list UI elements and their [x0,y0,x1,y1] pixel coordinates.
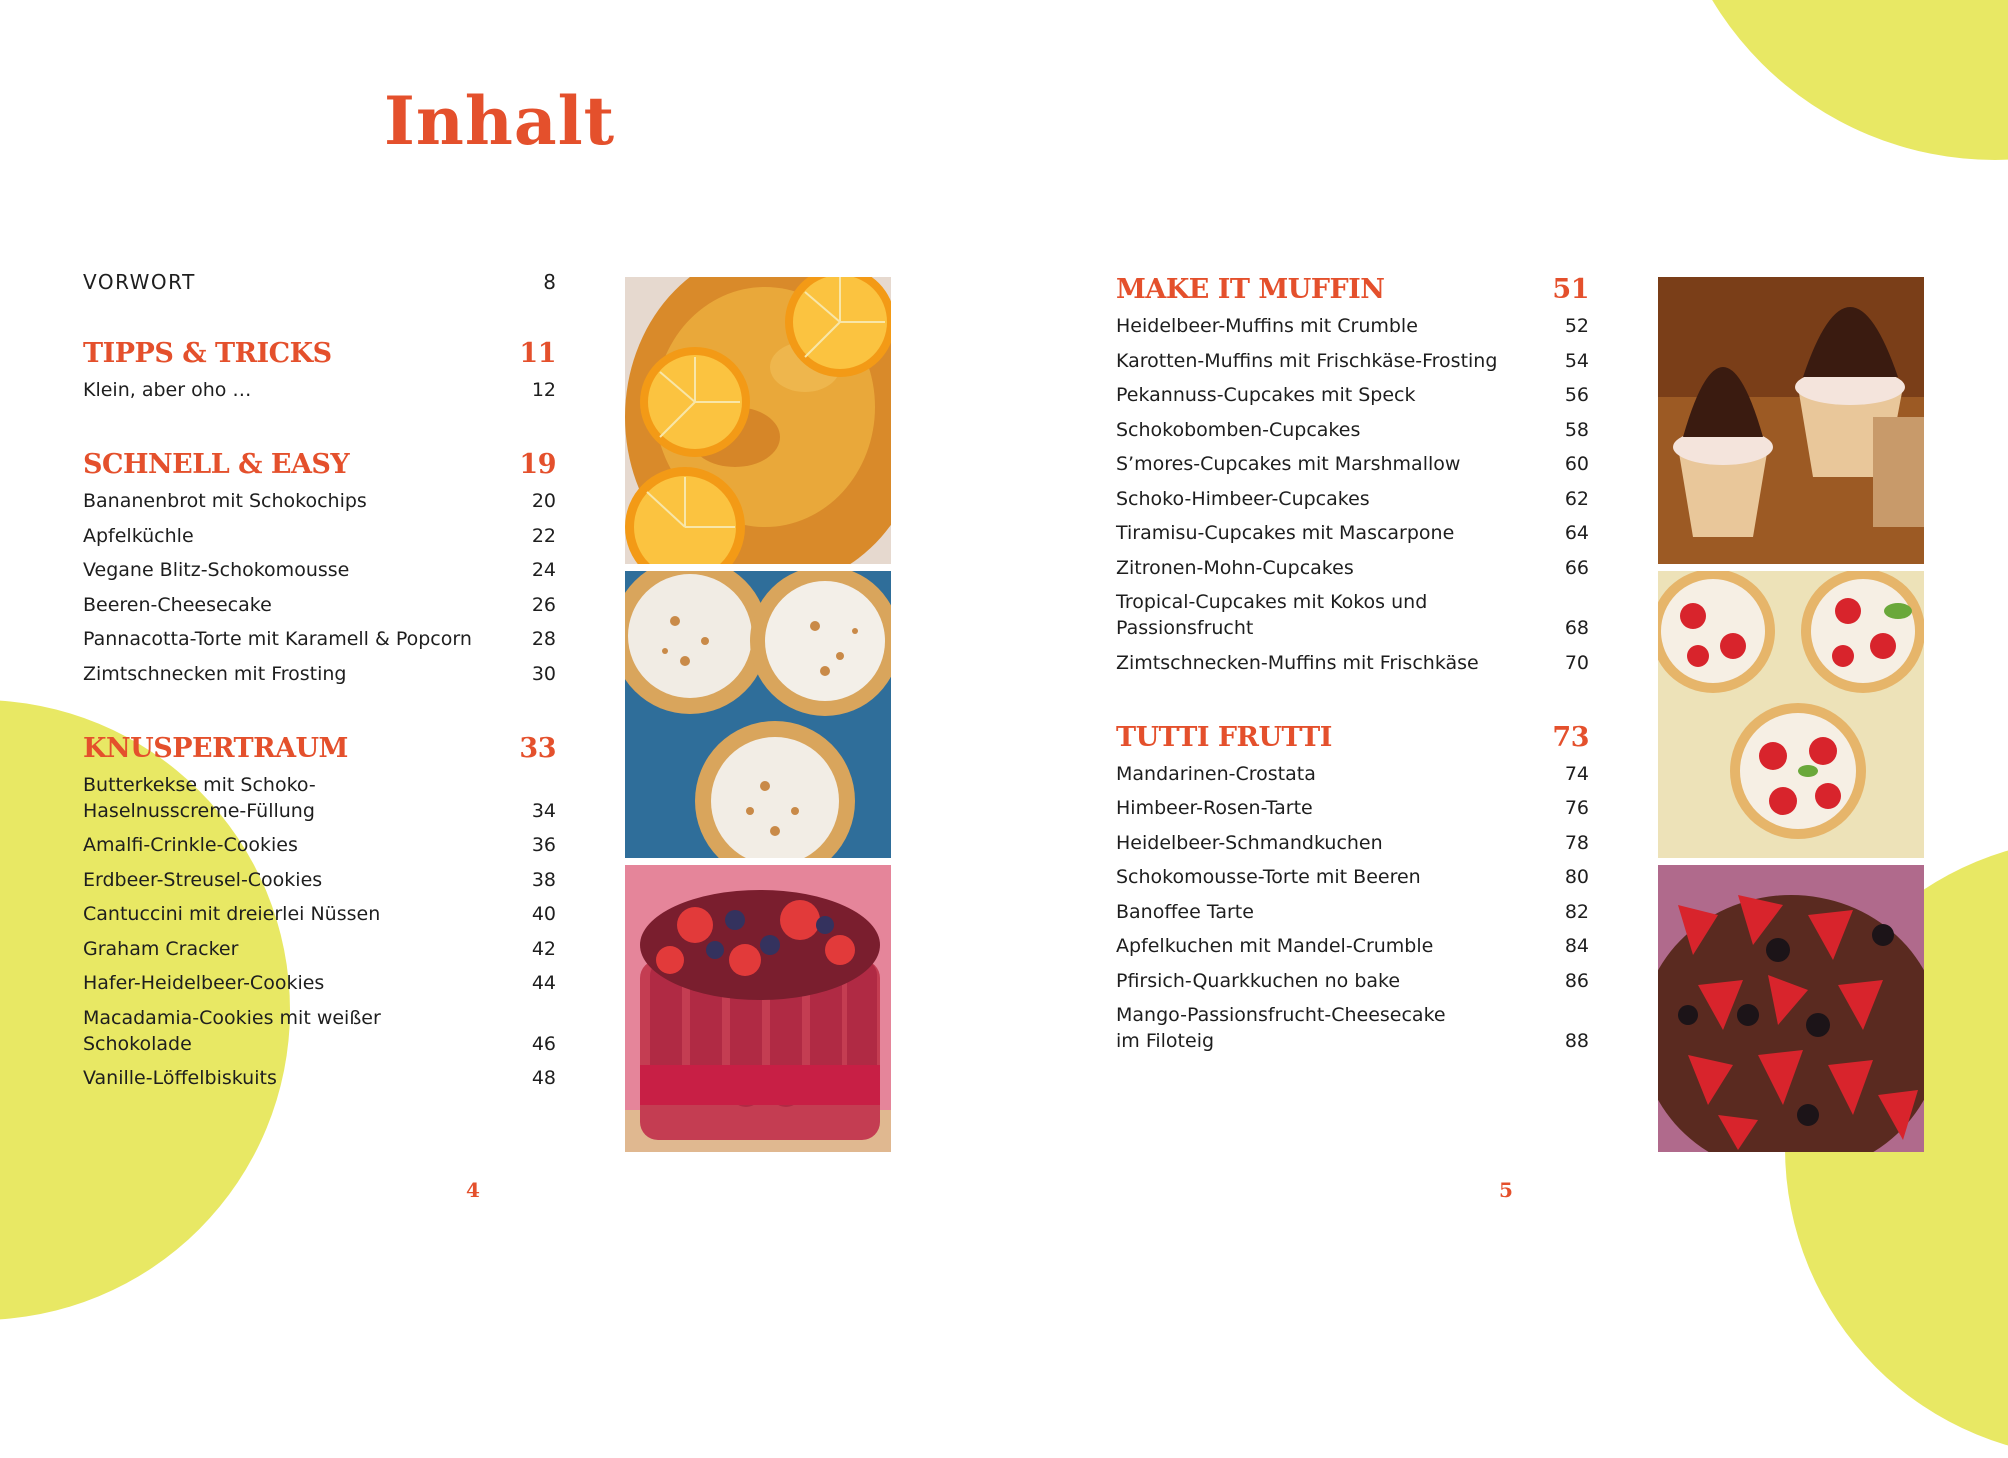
entry-title: S’mores-Cupcakes mit Marshmallow [1116,453,1461,475]
toc-entry [1116,830,1589,856]
entry-list [1116,313,1589,676]
entry-title: Apfelkuchen mit Mandel-Crumble [1116,935,1434,957]
entry-page-number: 88 [1564,1030,1589,1052]
toc-entry [83,592,556,618]
toc-entry [83,557,556,583]
section-heading [83,449,556,480]
photo-chocolate-cupcakes [1658,277,1924,564]
entry-title: Zimtschnecken-Muffins mit Frischkäse [1116,651,1479,674]
entry-page-number: 30 [531,662,556,685]
page-number-right: 5 [1499,1178,1513,1202]
toc-entry [1116,589,1589,641]
section-title: KNUSPERTRAUM [83,732,348,764]
entry-list [83,772,556,1092]
entry-page-number: 20 [531,490,556,512]
entry-page-number: 64 [1564,522,1589,544]
entry-page-number: 58 [1564,418,1589,441]
toc-entry [1116,899,1589,925]
toc-section-tutti-frutti [1116,722,1589,1055]
entry-title: Macadamia-Cookies mit weißer Schokolade [83,1006,381,1055]
entry-title: Mango-Passionsfrucht-Cheesecake im Filoteig [1116,1004,1446,1052]
entry-page-number: 56 [1564,384,1589,406]
section-title: VORWORT [83,270,196,294]
entry-list [1116,761,1589,1055]
entry-page-number: 82 [1564,900,1589,923]
photo-coconut-muffins [625,571,891,858]
toc-entry [83,772,556,824]
section-heading [83,270,556,294]
toc-section-make-it-muffin [1116,274,1589,676]
entry-page-number: 60 [1564,453,1589,475]
entry-title: Vegane Blitz-Schokomousse [83,559,350,581]
toc-entry [83,832,556,858]
entry-title: Mandarinen-Crostata [1116,762,1316,785]
toc-entry [1116,968,1589,994]
toc-entry [1116,555,1589,581]
toc-entry [83,1005,556,1057]
entry-page-number: 34 [531,799,556,822]
entry-page-number: 76 [1564,797,1589,819]
toc-section-schnell-and-easy [83,449,556,687]
toc-entry [83,867,556,893]
toc-entry [1116,761,1589,787]
section-page-number: 19 [519,449,556,480]
section-title: TIPPS & TRICKS [83,338,332,369]
entry-page-number: 36 [531,834,556,856]
entry-title: Klein, aber oho … [83,379,252,401]
section-title: MAKE IT MUFFIN [1116,274,1385,305]
page-title: Inhalt [384,82,616,160]
toc-entry [83,661,556,687]
entry-title: Erdbeer-Streusel-Cookies [83,868,323,891]
entry-page-number: 86 [1564,969,1589,992]
entry-page-number: 80 [1564,866,1589,888]
toc-right-column [1116,274,1589,1100]
entry-page-number: 74 [1564,762,1589,785]
entry-title: Schokobomben-Cupcakes [1116,418,1361,441]
toc-entry [83,377,556,403]
entry-title: Karotten-Muffins mit Frischkäse-Frosting [1116,349,1498,372]
section-heading [1116,274,1589,305]
toc-entry [83,970,556,996]
entry-page-number: 12 [531,379,556,401]
section-heading [83,338,556,369]
toc-entry [1116,520,1589,546]
entry-list [83,488,556,687]
section-heading [83,733,556,764]
entry-page-number: 62 [1564,487,1589,510]
entry-page-number: 54 [1564,349,1589,372]
yellow-circle-top-right [1665,0,2008,160]
entry-page-number: 66 [1564,556,1589,579]
section-page-number: 73 [1552,721,1589,753]
entry-title: Zitronen-Mohn-Cupcakes [1116,556,1354,579]
entry-page-number: 28 [531,628,556,650]
entry-title: Tropical-Cupcakes mit Kokos und Passionsfrucht [1116,591,1428,639]
entry-title: Beeren-Cheesecake [83,593,272,616]
entry-title: Banoffee Tarte [1116,900,1254,923]
toc-entry [1116,795,1589,821]
entry-title: Himbeer-Rosen-Tarte [1116,797,1313,819]
entry-page-number: 22 [531,524,556,547]
entry-title: Apfelküchle [83,524,194,547]
entry-title: Zimtschnecken mit Frosting [83,662,347,685]
toc-entry [83,523,556,549]
toc-entry [83,901,556,927]
entry-page-number: 24 [531,559,556,581]
entry-title: Graham Cracker [83,937,239,960]
entry-title: Schoko-Himbeer-Cupcakes [1116,487,1370,510]
toc-entry [1116,1002,1589,1054]
section-page-number: 11 [519,338,556,369]
section-title: TUTTI FRUTTI [1116,721,1332,753]
section-page-number: 33 [519,732,556,764]
entry-page-number: 68 [1564,617,1589,639]
photo-berry-charlotte [625,865,891,1152]
photo-strawberry-tartlets [1658,571,1924,858]
entry-title: Tiramisu-Cupcakes mit Mascarpone [1116,522,1455,544]
entry-page-number: 46 [531,1032,556,1055]
entry-title: Butterkekse mit Schoko- Haselnusscreme-Füllung [83,773,316,822]
entry-page-number: 48 [531,1067,556,1089]
section-page-number: 8 [543,270,556,294]
toc-entry [1116,933,1589,959]
section-heading [1116,722,1589,753]
entry-page-number: 26 [531,593,556,616]
toc-section-knuspertraum [83,733,556,1092]
photo-berry-tart [1658,865,1924,1152]
toc-entry [1116,417,1589,443]
entry-title: Vanille-Löffelbiskuits [83,1067,277,1089]
entry-title: Heidelbeer-Muffins mit Crumble [1116,315,1418,337]
entry-list [83,377,556,403]
entry-title: Pfirsich-Quarkkuchen no bake [1116,969,1401,992]
toc-entry [1116,313,1589,339]
toc-section-tipps-and-tricks [83,338,556,403]
entry-title: Cantuccini mit dreierlei Nüssen [83,903,381,925]
entry-title: Pannacotta-Torte mit Karamell & Popcorn [83,628,472,650]
toc-entry [83,1065,556,1091]
entry-title: Heidelbeer-Schmandkuchen [1116,831,1383,854]
page-number-left: 4 [466,1178,480,1202]
entry-page-number: 70 [1564,651,1589,674]
entry-page-number: 40 [531,903,556,925]
toc-section-vorwort [83,270,556,294]
toc-left-column [83,270,556,1137]
section-title: SCHNELL & EASY [83,449,350,480]
entry-page-number: 52 [1564,315,1589,337]
entry-page-number: 42 [531,937,556,960]
entry-title: Bananenbrot mit Schokochips [83,490,367,512]
entry-title: Pekannuss-Cupcakes mit Speck [1116,384,1416,406]
entry-page-number: 84 [1564,935,1589,957]
toc-entry [83,936,556,962]
toc-entry [1116,864,1589,890]
entry-title: Schokomousse-Torte mit Beeren [1116,866,1421,888]
photo-orange-cake [625,277,891,564]
entry-page-number: 38 [531,868,556,891]
toc-entry [1116,348,1589,374]
entry-title: Amalfi-Crinkle-Cookies [83,834,298,856]
entry-page-number: 44 [531,972,556,994]
toc-entry [83,488,556,514]
entry-title: Hafer-Heidelbeer-Cookies [83,972,325,994]
toc-entry [1116,486,1589,512]
toc-entry [1116,451,1589,477]
toc-entry [83,626,556,652]
section-page-number: 51 [1552,274,1589,305]
toc-entry [1116,650,1589,676]
toc-entry [1116,382,1589,408]
entry-page-number: 78 [1564,831,1589,854]
